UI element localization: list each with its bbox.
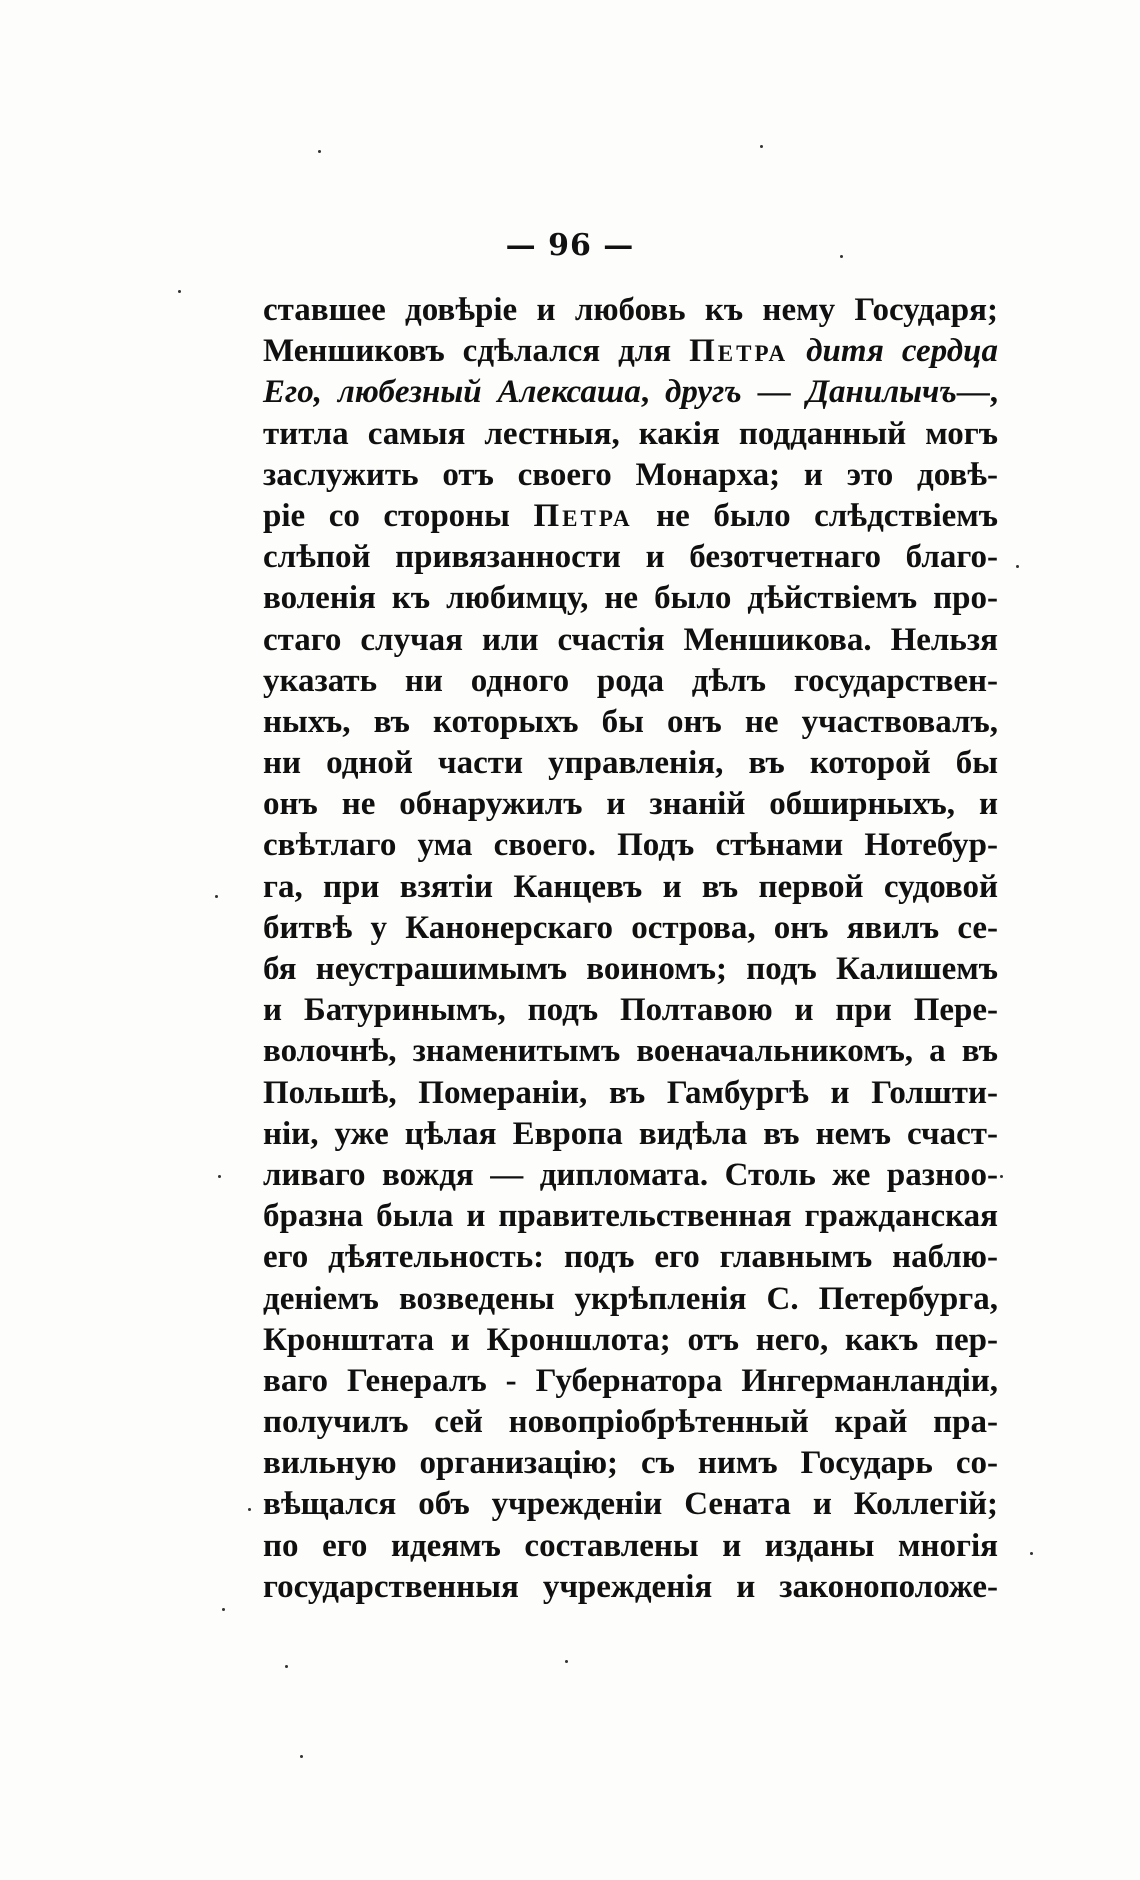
text-segment: слѣпой привязанности и безотчетнаго благо- [263,539,998,576]
text-segment: свѣтлаго ума своего. Подъ стѣнами Нотебур- [263,827,998,864]
text-segment: ливаго вождя — дипломата. Столь же разноо- [263,1156,998,1193]
text-segment: ніи, уже цѣлая Европа видѣла въ немъ счаст- [263,1115,998,1152]
text-segment: Кронштата и Кроншлота; отъ него, какъ пер- [263,1321,998,1358]
text-segment: заслужить отъ своего Монарха; и это довѣ- [263,456,998,493]
text-segment: онъ не обнаружилъ и знаній обширныхъ, и [263,786,998,823]
text-segment: Петра [689,333,789,370]
text-segment: по его идеямъ составлены и изданы многія [263,1527,998,1564]
text-line [263,784,998,825]
text-segment: битвѣ у Канонерскаго острова, онъ явилъ се- [263,909,998,946]
text-line [263,537,998,578]
text-segment: Меншиковъ сдѣлался для [263,333,690,370]
text-line [263,1526,998,1567]
text-line [263,825,998,866]
text-segment: ріе со стороны [263,497,534,534]
text-line [263,1237,998,1278]
scan-speck [1030,1552,1033,1555]
text-segment: волочнѣ, знаменитымъ военачальникомъ, а въ [263,1033,998,1070]
text-line [263,661,998,702]
text-segment: бя неустрашимымъ воиномъ; подъ Калишемъ [263,951,998,987]
text-segment: Данилычъ [806,374,957,411]
text-segment: — [741,374,807,411]
text-line [263,1443,998,1484]
scan-speck [760,145,763,148]
text-line [263,743,998,784]
text-line [263,496,998,537]
text-segment: государственныя учрежденія и законоположе- [263,1568,998,1605]
text-line [263,331,998,372]
scan-speck [1000,1175,1003,1178]
text-segment: , [640,374,665,411]
scan-speck [248,1508,251,1511]
page-number: — 96 — [505,228,635,263]
text-segment: вѣщался объ учрежденіи Сената и Коллегій; [263,1486,998,1523]
text-segment: Польшѣ, Помераніи, въ Гамбургѣ и Голшти- [263,1074,998,1111]
text-segment: получилъ сей новопріобрѣтенный край пра- [263,1404,998,1441]
scan-speck [318,150,321,153]
scan-speck [215,895,218,898]
text-line [263,1279,998,1320]
scan-speck [285,1665,288,1668]
text-segment: га, при взятіи Канцевъ и въ первой судовой [263,868,998,905]
text-segment: указать ни одного рода дѣлъ государствен- [263,662,998,699]
text-segment: воленія къ любимцу, не было дѣйствіемъ про- [263,580,998,617]
text-segment: ни одной части управленія, въ которой бы [263,745,998,782]
text-line [263,1402,998,1443]
text-line [263,1155,998,1196]
scan-speck [218,1175,221,1178]
text-line [263,1196,998,1237]
text-segment: его дѣятельность: подъ его главнымъ наблю- [263,1239,998,1276]
text-line [263,1114,998,1155]
text-segment: дитя сердца [788,333,998,370]
text-segment: ставшее довѣріе и любовь къ нему Государя; [263,292,998,328]
text-segment: ваго Генералъ - Губернатора Ингерманландіи, [263,1362,998,1399]
text-line [263,990,998,1031]
scan-speck [565,1660,568,1663]
scan-speck [222,1608,225,1611]
text-line [263,1361,998,1402]
scan-speck [178,290,181,293]
text-line [263,620,998,661]
text-segment: деніемъ возведены укрѣпленія С. Петербурга, [263,1280,998,1317]
text-line [263,702,998,743]
scan-speck [300,1755,303,1758]
text-line [263,1031,998,1072]
text-segment: бразна была и правительственная гражданская [263,1198,998,1235]
text-segment: другъ [665,374,742,411]
text-line [263,372,998,413]
text-line [263,455,998,496]
text-line [263,1567,998,1608]
text-segment: Его, любезный Алексаша [263,374,641,411]
text-line [263,414,998,455]
text-line [263,949,998,990]
text-segment: стаго случая или счастія Меншикова. Нельзя [263,621,998,658]
text-segment: ныхъ, въ которыхъ бы онъ не участвовалъ, [263,703,998,740]
scan-speck [840,255,843,258]
text-line [263,908,998,949]
text-line [263,867,998,908]
text-segment: вильную организацію; съ нимъ Государь со- [263,1445,998,1482]
text-segment: не было слѣдствіемъ [632,497,999,534]
text-segment: Петра [533,497,633,534]
text-line [263,1320,998,1361]
text-line [263,290,998,331]
text-line [263,1073,998,1114]
body-text [263,290,998,1608]
text-line [263,578,998,619]
text-segment: —, [956,374,998,411]
text-segment: титла самыя лестныя, какія подданный могъ [263,415,998,452]
text-segment: и Батуринымъ, подъ Полтавою и при Пере- [263,992,998,1029]
text-line [263,1484,998,1525]
scan-speck [1016,565,1019,568]
